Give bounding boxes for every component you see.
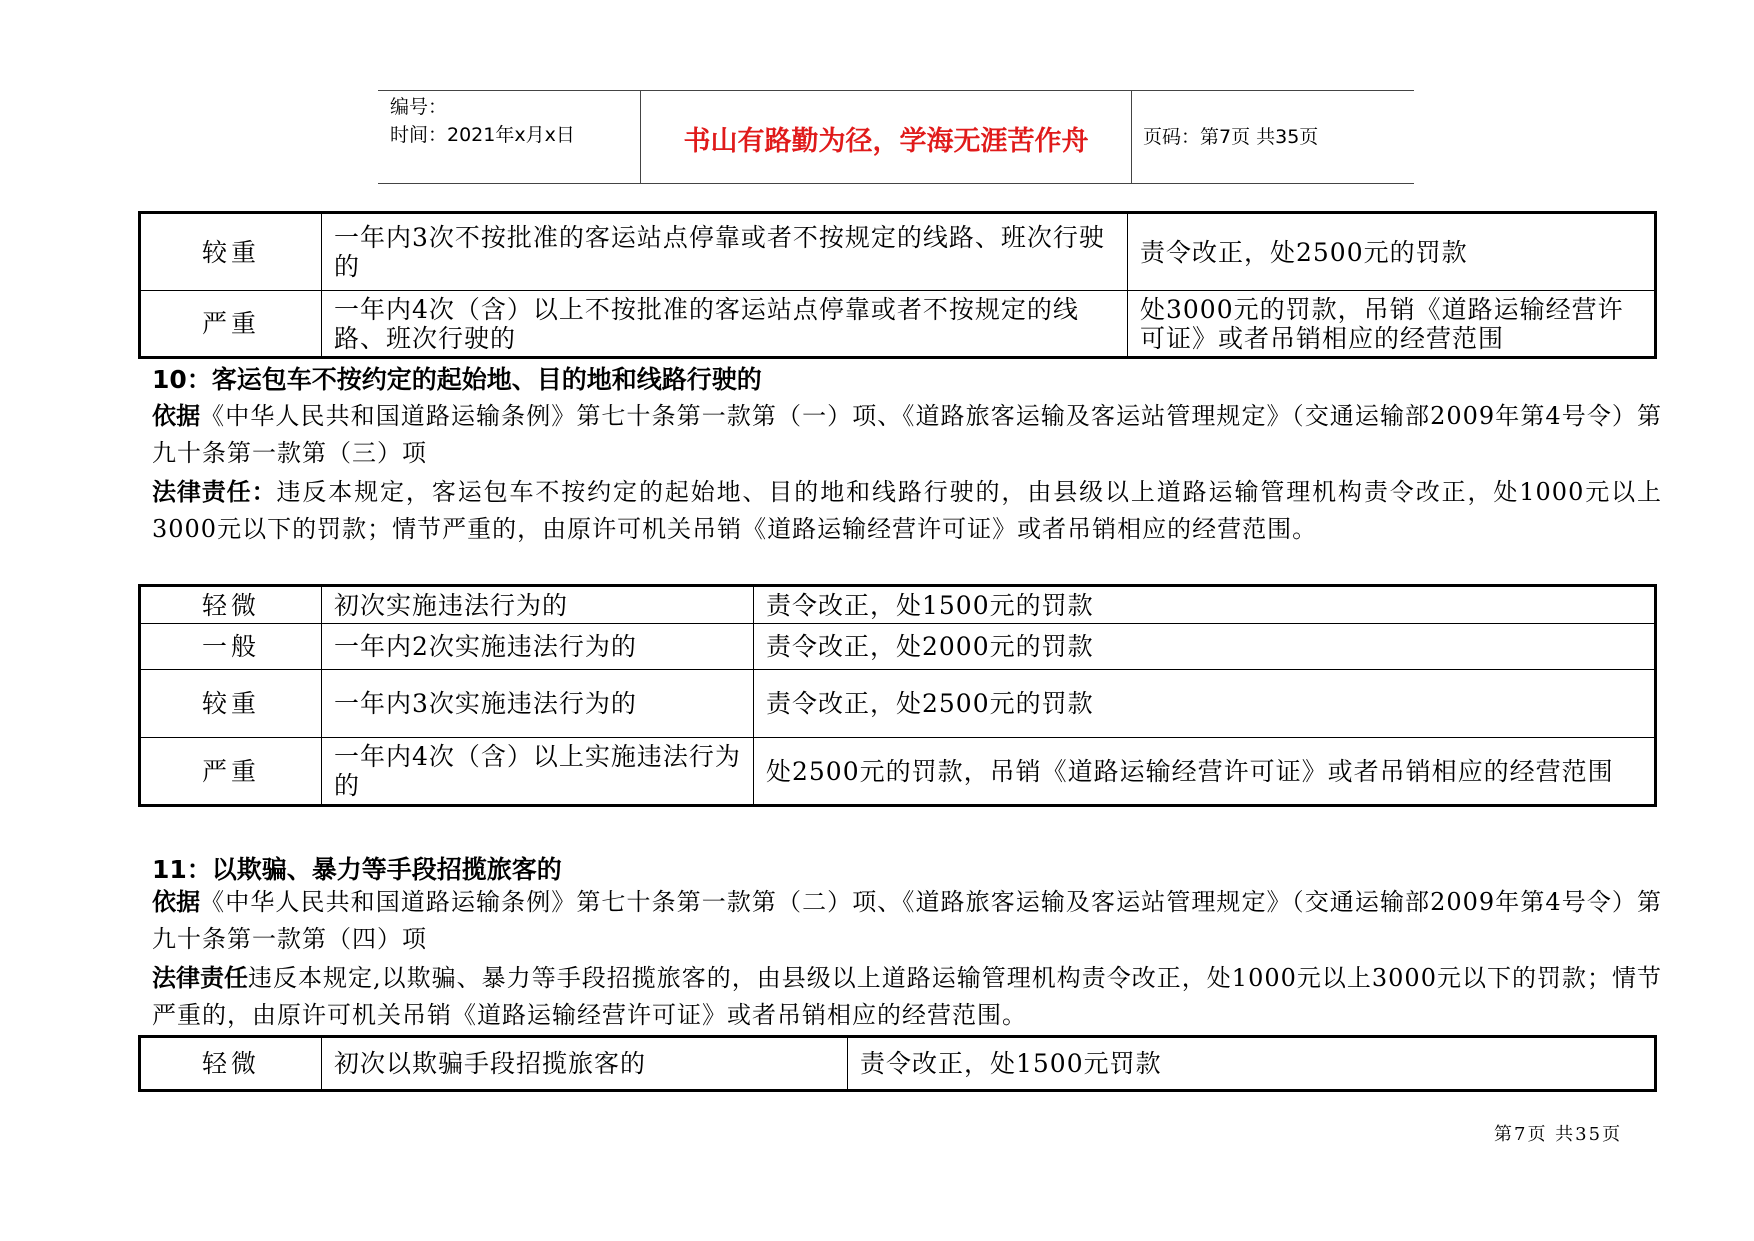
penalty-table-previous bbox=[138, 211, 1657, 359]
penalty-cell: 责令改正，处1500元罚款 bbox=[848, 1037, 1656, 1091]
number-label: 编号： bbox=[390, 96, 448, 118]
condition-cell: 初次以欺骗手段招揽旅客的 bbox=[322, 1037, 848, 1091]
level-cell: 轻微 bbox=[140, 1037, 322, 1091]
basis-label: 依据 bbox=[152, 402, 201, 430]
header-motto-cell bbox=[640, 91, 1132, 183]
level-cell: 严重 bbox=[140, 738, 322, 806]
penalty-cell: 责令改正，处2500元的罚款 bbox=[754, 670, 1656, 738]
header-page-cell bbox=[1131, 91, 1414, 183]
liability-text: 违反本规定,以欺骗、暴力等手段招揽旅客的，由县级以上道路运输管理机构责令改正，处1000元以上3000元以下的罚款；情节严重的，由原许可机关吊销《道路运输经营许可证》或者吊销相应的经营范围。 bbox=[152, 964, 1663, 1029]
time-label: 时间：2021年x月x日 bbox=[390, 124, 575, 146]
condition-cell: 一年内4次（含）以上不按批准的客运站点停靠或者不按规定的线路、班次行驶的 bbox=[322, 291, 1128, 358]
motto-text: 书山有路勤为径，学海无涯苦作舟 bbox=[683, 126, 1089, 157]
penalty-cell: 责令改正，处2000元的罚款 bbox=[754, 624, 1656, 670]
table-row bbox=[140, 1037, 1656, 1091]
header-meta bbox=[378, 91, 640, 183]
penalty-cell: 处3000元的罚款，吊销《道路运输经营许可证》或者吊销相应的经营范围 bbox=[1128, 291, 1656, 358]
penalty-cell: 处2500元的罚款，吊销《道路运输经营许可证》或者吊销相应的经营范围 bbox=[754, 738, 1656, 806]
penalty-table-section-11 bbox=[138, 1035, 1657, 1092]
penalty-cell: 责令改正，处1500元的罚款 bbox=[754, 586, 1656, 624]
basis-text: 《中华人民共和国道路运输条例》第七十条第一款第（二）项、《道路旅客运输及客运站管理规定》（交通运输部2009年第4号令）第九十条第一款第（四）项 bbox=[152, 888, 1663, 953]
level-cell: 轻微 bbox=[140, 586, 322, 624]
condition-cell: 一年内3次不按批准的客运站点停靠或者不按规定的线路、班次行驶的 bbox=[322, 213, 1128, 291]
liability-label: 法律责任： bbox=[152, 478, 277, 506]
penalty-table-section-10 bbox=[138, 584, 1657, 807]
table-row bbox=[140, 586, 1656, 624]
level-cell: 一般 bbox=[140, 624, 322, 670]
liability-text: 违反本规定，客运包车不按约定的起始地、目的地和线路行驶的，由县级以上道路运输管理机构责令改正，处1000元以上3000元以下的罚款；情节严重的，由原许可机关吊销《道路运输经营许可证》或者吊销相应的经营范围。 bbox=[152, 478, 1663, 543]
section-10-liability bbox=[152, 474, 1662, 548]
basis-label: 依据 bbox=[152, 888, 201, 916]
level-cell: 严重 bbox=[140, 291, 322, 358]
liability-label: 法律责任 bbox=[152, 964, 249, 992]
page-footer: 第7页 共35页 bbox=[1494, 1124, 1623, 1145]
section-10-title: 10：客运包车不按约定的起始地、目的地和线路行驶的 bbox=[152, 365, 762, 394]
section-10-basis bbox=[152, 398, 1662, 472]
section-11-basis bbox=[152, 884, 1662, 958]
table-row bbox=[140, 213, 1656, 291]
condition-cell: 初次实施违法行为的 bbox=[322, 586, 754, 624]
page-label: 页码：第7页 共35页 bbox=[1143, 126, 1319, 148]
table-row bbox=[140, 670, 1656, 738]
table-row bbox=[140, 738, 1656, 806]
table-row bbox=[140, 291, 1656, 358]
penalty-cell: 责令改正，处2500元的罚款 bbox=[1128, 213, 1656, 291]
level-cell: 较重 bbox=[140, 670, 322, 738]
condition-cell: 一年内3次实施违法行为的 bbox=[322, 670, 754, 738]
section-11-liability bbox=[152, 960, 1662, 1034]
table-row bbox=[140, 624, 1656, 670]
condition-cell: 一年内4次（含）以上实施违法行为的 bbox=[322, 738, 754, 806]
document-header bbox=[378, 90, 1414, 184]
level-cell: 较重 bbox=[140, 213, 322, 291]
basis-text: 《中华人民共和国道路运输条例》第七十条第一款第（一）项、《道路旅客运输及客运站管理规定》（交通运输部2009年第4号令）第九十条第一款第（三）项 bbox=[152, 402, 1663, 467]
condition-cell: 一年内2次实施违法行为的 bbox=[322, 624, 754, 670]
section-11-title: 11：以欺骗、暴力等手段招揽旅客的 bbox=[152, 855, 562, 884]
